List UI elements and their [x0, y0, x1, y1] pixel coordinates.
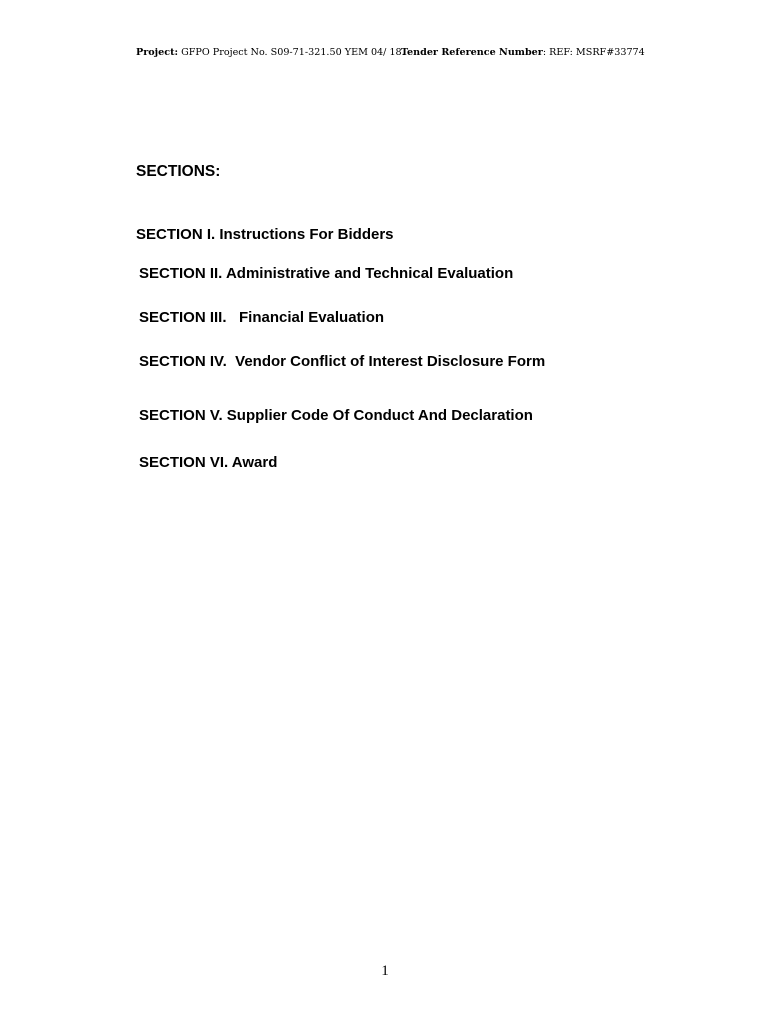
page-header	[0, 46, 770, 60]
header-project-label: Project:	[136, 47, 179, 58]
header-tender	[401, 46, 645, 60]
header-tender-value: : REF: MSRF#33774	[542, 47, 645, 58]
section-item-6: SECTION VI. Award	[139, 454, 278, 471]
section-item-2: SECTION II. Administrative and Technical Evaluation	[139, 265, 514, 282]
section-item-3: SECTION III. Financial Evaluation	[139, 309, 385, 326]
section-item-4: SECTION IV. Vendor Conflict of Interest Disclosure Form	[139, 353, 546, 370]
header-tender-label: Tender Reference Number	[401, 47, 543, 58]
page-number: 1	[381, 963, 389, 979]
sections-heading: SECTIONS:	[136, 163, 221, 180]
header-project	[136, 46, 405, 60]
header-project-value: GFPO Project No. S09-71-321.50 YEM 04/ 18.	[178, 47, 405, 58]
section-item-5: SECTION V. Supplier Code Of Conduct And Declaration	[139, 407, 533, 424]
section-item-1: SECTION I. Instructions For Bidders	[136, 226, 394, 243]
